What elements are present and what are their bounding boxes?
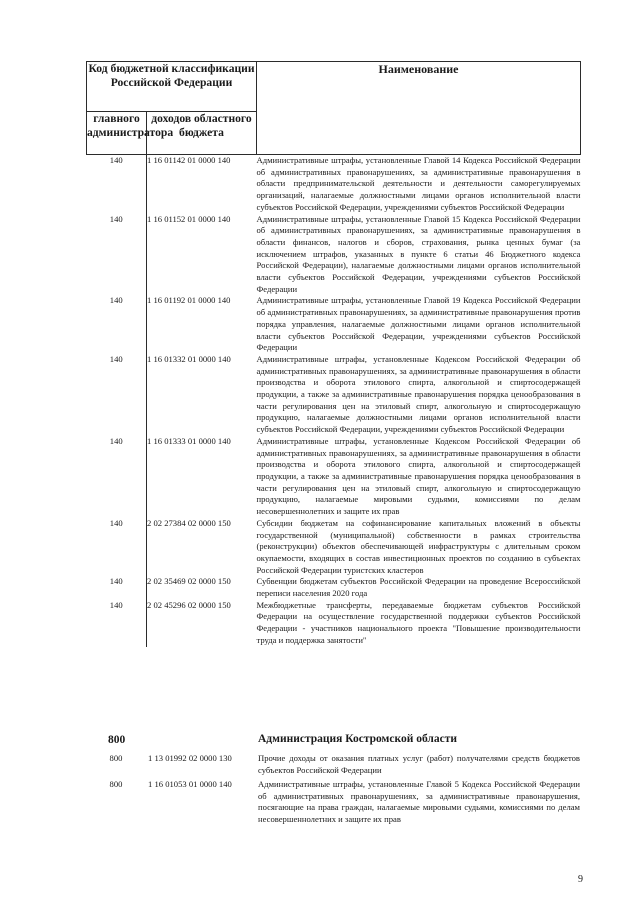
table-row xyxy=(87,214,581,296)
page-number: 9 xyxy=(578,874,583,885)
income-name: Административные штрафы, установленные Главой 15 Кодекса Российской Федерации об административных правонарушениях, за административные правонарушения в области финансов, налогов и сборов, страхования, рынка ценных бумаг (за исключением штрафов, указанных в пункте 6 статьи 46 Бюджетного кодекса Российской Федерации), налагаемые должностными лицами органов исполнительной власти субъектов Российской Федерации, учреждениями субъектов Российской Федерации xyxy=(256,213,581,294)
income-name: Субвенции бюджетам субъектов Российской Федерации на проведение Всероссийской переписи населения 2020 года xyxy=(256,576,581,599)
admin-code: 800 xyxy=(109,753,123,763)
section-admin-code: 800 xyxy=(108,734,126,746)
income-name: Административные штрафы, установленные Кодексом Российской Федерации об административных правонарушениях, за административные правонарушения в области производства и оборота этилового спирта, алкогольной и спиртосодержащей продукции, а также за административные правонарушения порядка ценообразования в части регулирования цен на этиловый спирт, алкогольную и спиртосодержащую продукцию, налагаемые мировыми судьями, комиссиями по делам несовершеннолетних и защите их прав xyxy=(256,435,581,517)
table-row xyxy=(87,295,581,354)
header-regional-income: доходов областного бюджета xyxy=(147,112,257,155)
income-code: 1 16 01333 01 0000 140 xyxy=(147,436,257,518)
header-name: Наименование xyxy=(257,62,581,155)
table-header-row xyxy=(87,62,581,112)
table-row xyxy=(87,436,581,518)
header-main-administrator: главного администратора xyxy=(87,112,147,155)
section-title: Администрация Костромской области xyxy=(258,733,458,745)
budget-classification-table xyxy=(86,61,581,647)
admin-code: 800 xyxy=(109,779,123,789)
admin-code: 140 xyxy=(109,599,123,610)
income-name: Субсидии бюджетам на софинансирование капитальных вложений в объекты государственной (муниципальной) собственности в рамках строительства (реконструкции) объектов обеспечивающей инфраструктуры с длительным сроком окупаемости, входящих в состав инвестиционных проектов по созданию в субъектах Российской Федерации туристских кластеров xyxy=(256,517,581,575)
admin-code: 140 xyxy=(109,213,123,224)
table-row xyxy=(87,576,581,599)
income-code: 1 16 01142 01 0000 140 xyxy=(147,155,257,214)
income-code: 1 13 01992 02 0000 130 xyxy=(148,753,232,763)
header-budget-code-group: Код бюджетной классификации Российской Федерации xyxy=(87,62,257,112)
income-code: 2 02 27384 02 0000 150 xyxy=(147,518,257,577)
income-name: Межбюджетные трансферты, передаваемые бюджетам субъектов Российской Федерации на осуществление государственной поддержки субъектов Российской Федерации - участников национального проекта "Повышение производительности труда и поддержка занятости" xyxy=(256,599,581,645)
table-row xyxy=(87,600,581,647)
admin-code: 140 xyxy=(109,353,123,364)
admin-code: 140 xyxy=(109,576,123,587)
income-code: 1 16 01332 01 0000 140 xyxy=(147,354,257,436)
income-code: 1 16 01152 01 0000 140 xyxy=(147,214,257,296)
income-code: 1 16 01053 01 0000 140 xyxy=(148,779,232,789)
table-row xyxy=(87,518,581,577)
income-code: 2 02 45296 02 0000 150 xyxy=(147,600,257,647)
income-code: 2 02 35469 02 0000 150 xyxy=(147,576,257,599)
admin-code: 140 xyxy=(109,295,123,306)
table-row xyxy=(87,354,581,436)
income-name: Административные штрафы, установленные Кодексом Российской Федерации об административных правонарушениях, за административные правонарушения в области производства и оборота этилового спирта, алкогольной и спиртосодержащей продукции, а также за административные правонарушения порядка ценообразования в части регулирования цен на этиловый спирт, алкогольную и спиртосодержащую продукцию, налагаемые должностными лицами органов исполнительной власти субъектов Российской Федерации, учреждениями субъектов Российской Федерации xyxy=(256,353,581,435)
admin-code: 140 xyxy=(109,517,123,528)
income-name: Административные штрафы, установленные Главой 14 Кодекса Российской Федерации об административных правонарушениях, за административные правонарушения в области предпринимательской деятельности и деятельности саморегулируемых организаций, налагаемые должностными лицами органов исполнительной власти субъектов Российской Федерации, учреждениями субъектов Российской Федерации xyxy=(256,155,581,212)
income-name: Прочие доходы от оказания платных услуг (работ) получателями средств бюджетов субъектов Российской Федерации xyxy=(258,753,580,775)
admin-code: 140 xyxy=(109,435,123,446)
income-code: 1 16 01192 01 0000 140 xyxy=(147,295,257,354)
income-name: Административные штрафы, установленные Главой 5 Кодекса Российской Федерации об административных правонарушениях, за административные правонарушения, посягающие на права граждан, налагаемые мировыми судьями, комиссиями по делам несовершеннолетних и защите их прав xyxy=(258,779,580,825)
income-name: Административные штрафы, установленные Главой 19 Кодекса Российской Федерации об административных правонарушениях, за административные правонарушения против порядка управления, налагаемые должностными лицами органов исполнительной власти субъектов Российской Федерации, учреждениями субъектов Российской Федерации xyxy=(256,295,581,353)
admin-code: 140 xyxy=(109,155,123,165)
table-row xyxy=(87,155,581,214)
